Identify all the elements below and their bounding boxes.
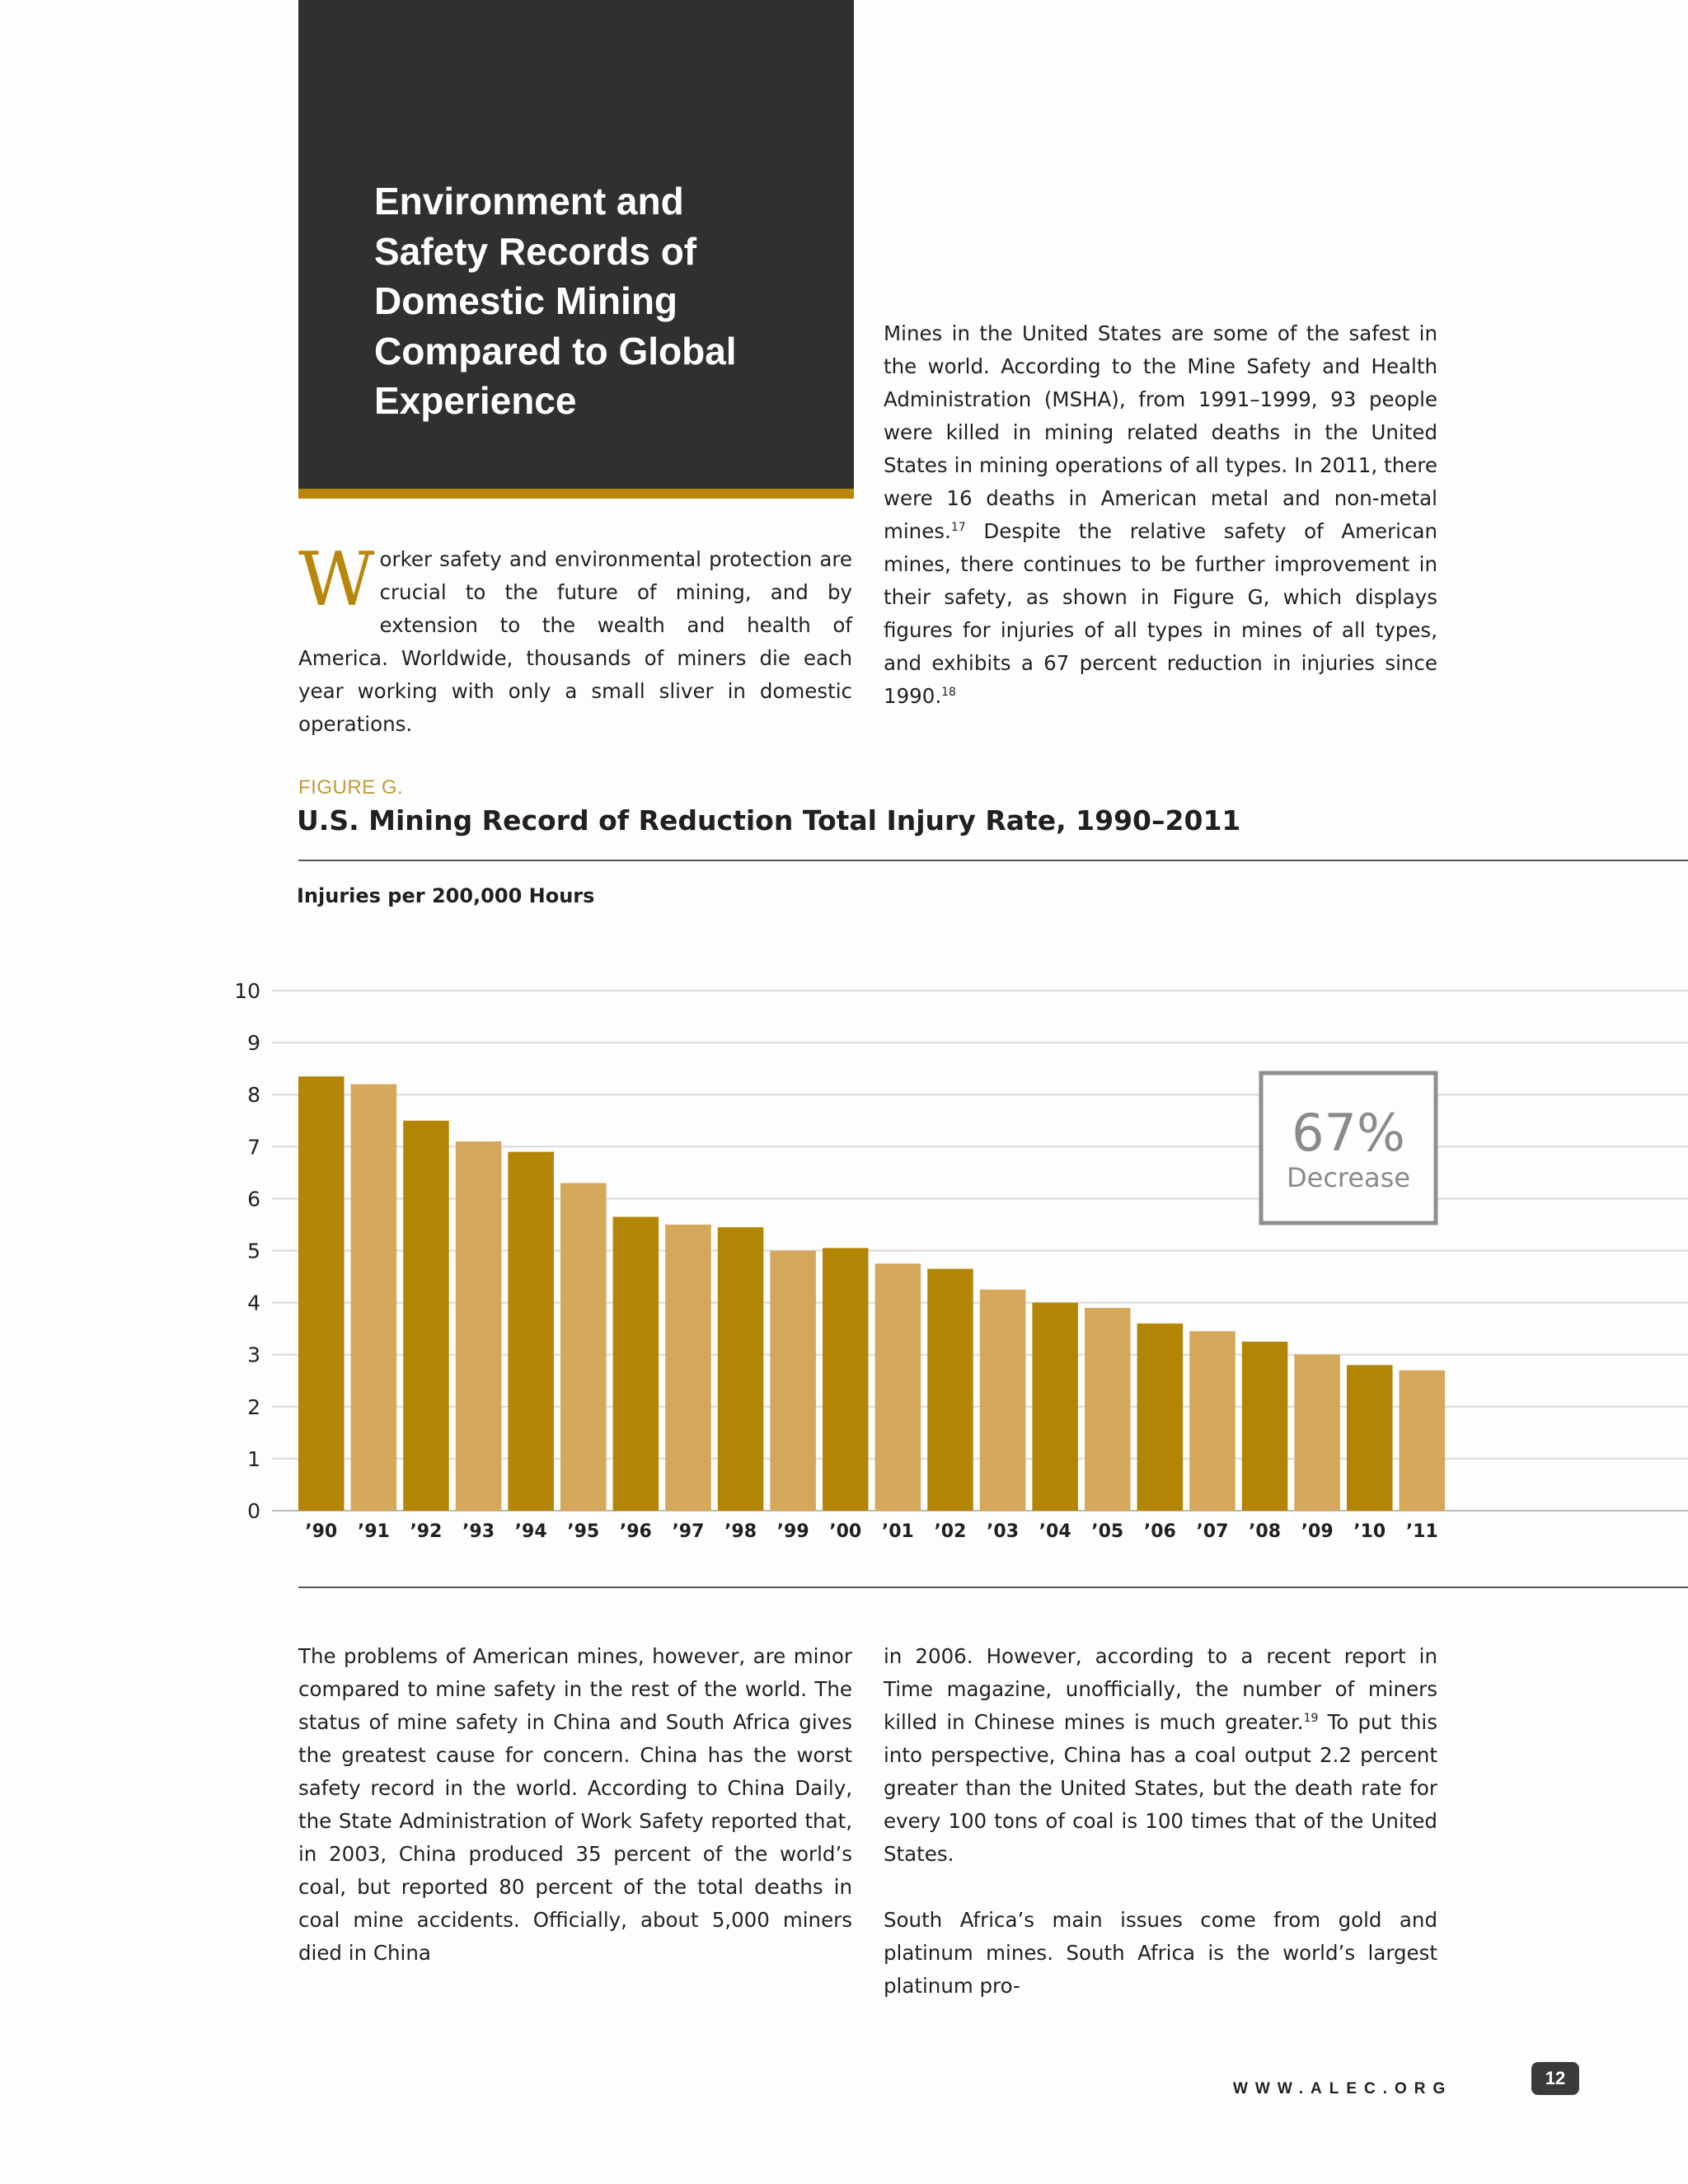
lower-right-text-b: To put this into perspective, China has a coal output 2.2 percent greater than the United States, but the death rate for every 100 tons of coal is 100 times that of the United States. — [884, 1710, 1437, 1866]
x-tick-label-01: ’01 — [881, 1521, 914, 1542]
bar-04 — [1032, 1303, 1078, 1511]
x-tick-label-06: ’06 — [1143, 1521, 1176, 1542]
intro-paragraph — [298, 537, 852, 741]
decrease-callout-value: 67% — [1292, 1103, 1405, 1163]
bar-93 — [456, 1141, 502, 1511]
x-tick-label-95: ’95 — [567, 1521, 600, 1542]
x-tick-label-04: ’04 — [1039, 1521, 1071, 1542]
section-title: Environment and Safety Records of Domestic Mining Compared to Global Experience — [374, 180, 737, 422]
y-tick-label-10: 10 — [234, 979, 260, 1003]
bar-91 — [351, 1085, 397, 1511]
x-tick-label-99: ’99 — [776, 1521, 809, 1542]
x-tick-label-92: ’92 — [410, 1521, 443, 1542]
bar-96 — [613, 1216, 659, 1511]
bar-03 — [980, 1290, 1026, 1511]
x-tick-label-10: ’10 — [1353, 1521, 1386, 1542]
footer-url: WWW.ALEC.ORG — [1233, 2080, 1453, 2097]
right-column-paragraph — [884, 317, 1437, 713]
bar-10 — [1347, 1365, 1393, 1511]
intro-text: orker safety and environmental protection are crucial to the future of mining, and by extension to the wealth and health of America. Worldwide, thousands of miners die each year working with only a small sliver in domestic operations. — [298, 547, 852, 736]
bar-97 — [665, 1225, 711, 1511]
bar-90 — [298, 1076, 345, 1511]
injury-rate-bar-chart — [0, 956, 1688, 1549]
bar-07 — [1189, 1331, 1236, 1511]
bar-94 — [508, 1152, 554, 1511]
x-tick-label-90: ’90 — [305, 1521, 338, 1542]
y-tick-label-8: 8 — [247, 1083, 260, 1108]
bar-98 — [718, 1227, 764, 1511]
bar-06 — [1137, 1324, 1184, 1511]
bar-08 — [1242, 1342, 1288, 1511]
figure-bottom-rule — [298, 1586, 1688, 1588]
footnote-18: 18 — [941, 685, 956, 699]
x-tick-label-07: ’07 — [1196, 1521, 1229, 1542]
x-tick-label-09: ’09 — [1301, 1521, 1334, 1542]
figure-label: FIGURE G. — [298, 776, 404, 799]
bar-00 — [823, 1248, 869, 1511]
y-tick-label-0: 0 — [247, 1499, 260, 1523]
title-accent-bar — [298, 489, 854, 499]
title-block — [298, 0, 854, 499]
y-tick-label-5: 5 — [247, 1239, 260, 1263]
right-column-text-b: Despite the relative safety of American mines, there continues to be further improvement in their safety, as shown in Figure G, which displays figures for injuries of all types in mines of all types, and exhibits a 67 percent reduction in injuries since 1990. — [884, 519, 1437, 708]
bar-05 — [1085, 1308, 1131, 1511]
y-tick-label-9: 9 — [247, 1031, 260, 1056]
y-tick-label-4: 4 — [247, 1291, 260, 1315]
page-number-badge: 12 — [1531, 2062, 1579, 2095]
y-tick-label-6: 6 — [247, 1187, 260, 1212]
footnote-17: 17 — [950, 520, 966, 534]
x-tick-label-05: ’05 — [1091, 1521, 1124, 1542]
x-tick-label-98: ’98 — [724, 1521, 757, 1542]
bar-11 — [1400, 1371, 1446, 1511]
bar-01 — [875, 1263, 921, 1511]
y-tick-label-7: 7 — [247, 1135, 260, 1160]
figure-top-rule — [298, 860, 1688, 861]
x-tick-label-02: ’02 — [934, 1521, 967, 1542]
right-column-text-a: Mines in the United States are some of the safest in the world. According to the Mine Safety and Health Administration (MSHA), from 1991–1999, 93 people were killed in mining related deaths in the United States in mining operations of all types. In 2011, there were 16 deaths in American metal and non-metal mines. — [884, 321, 1437, 543]
chart-y-axis-label: Injuries per 200,000 Hours — [297, 884, 595, 907]
footnote-19: 19 — [1303, 1711, 1319, 1725]
figure-title: U.S. Mining Record of Reduction Total Injury Rate, 1990–2011 — [297, 804, 1241, 837]
y-tick-label-1: 1 — [247, 1446, 260, 1471]
x-tick-label-96: ’96 — [619, 1521, 652, 1542]
bar-99 — [770, 1251, 816, 1511]
lower-right-paragraph-2: South Africa’s main issues come from gold and platinum mines. South Africa is the world’s largest platinum pro- — [884, 1908, 1437, 1998]
x-tick-label-08: ’08 — [1249, 1521, 1282, 1542]
decrease-callout-text: Decrease — [1286, 1162, 1411, 1193]
lower-right-column — [884, 1640, 1437, 2003]
x-tick-label-94: ’94 — [514, 1521, 547, 1542]
y-tick-label-2: 2 — [247, 1394, 260, 1419]
lower-left-paragraph: The problems of American mines, however, are minor compared to mine safety in the rest of the world. The status of mine safety in China and South Africa gives the greatest cause for concern. China has the worst safety record in the world. According to China Daily, the State Administration of Work Safety reported that, in 2003, China produced 35 percent of the world’s coal, but reported 80 percent of the total deaths in coal mine accidents. Officially, about 5,000 miners died in China — [298, 1644, 852, 1965]
drop-cap: W — [298, 537, 375, 623]
x-tick-label-03: ’03 — [987, 1521, 1020, 1542]
bar-95 — [560, 1183, 607, 1511]
bar-92 — [403, 1121, 449, 1511]
lower-right-text-a: in 2006. However, according to a recent report in Time magazine, unofficially, the number of miners killed in Chinese mines is much greater. — [884, 1644, 1437, 1734]
x-tick-label-00: ’00 — [829, 1521, 862, 1542]
y-tick-label-3: 3 — [247, 1343, 260, 1367]
x-tick-label-11: ’11 — [1405, 1521, 1438, 1542]
bar-02 — [927, 1269, 973, 1511]
x-tick-label-97: ’97 — [672, 1521, 705, 1542]
x-tick-label-91: ’91 — [357, 1521, 390, 1542]
lower-right-paragraph-1 — [884, 1640, 1437, 1871]
x-tick-label-93: ’93 — [462, 1521, 495, 1542]
bar-09 — [1294, 1355, 1340, 1511]
